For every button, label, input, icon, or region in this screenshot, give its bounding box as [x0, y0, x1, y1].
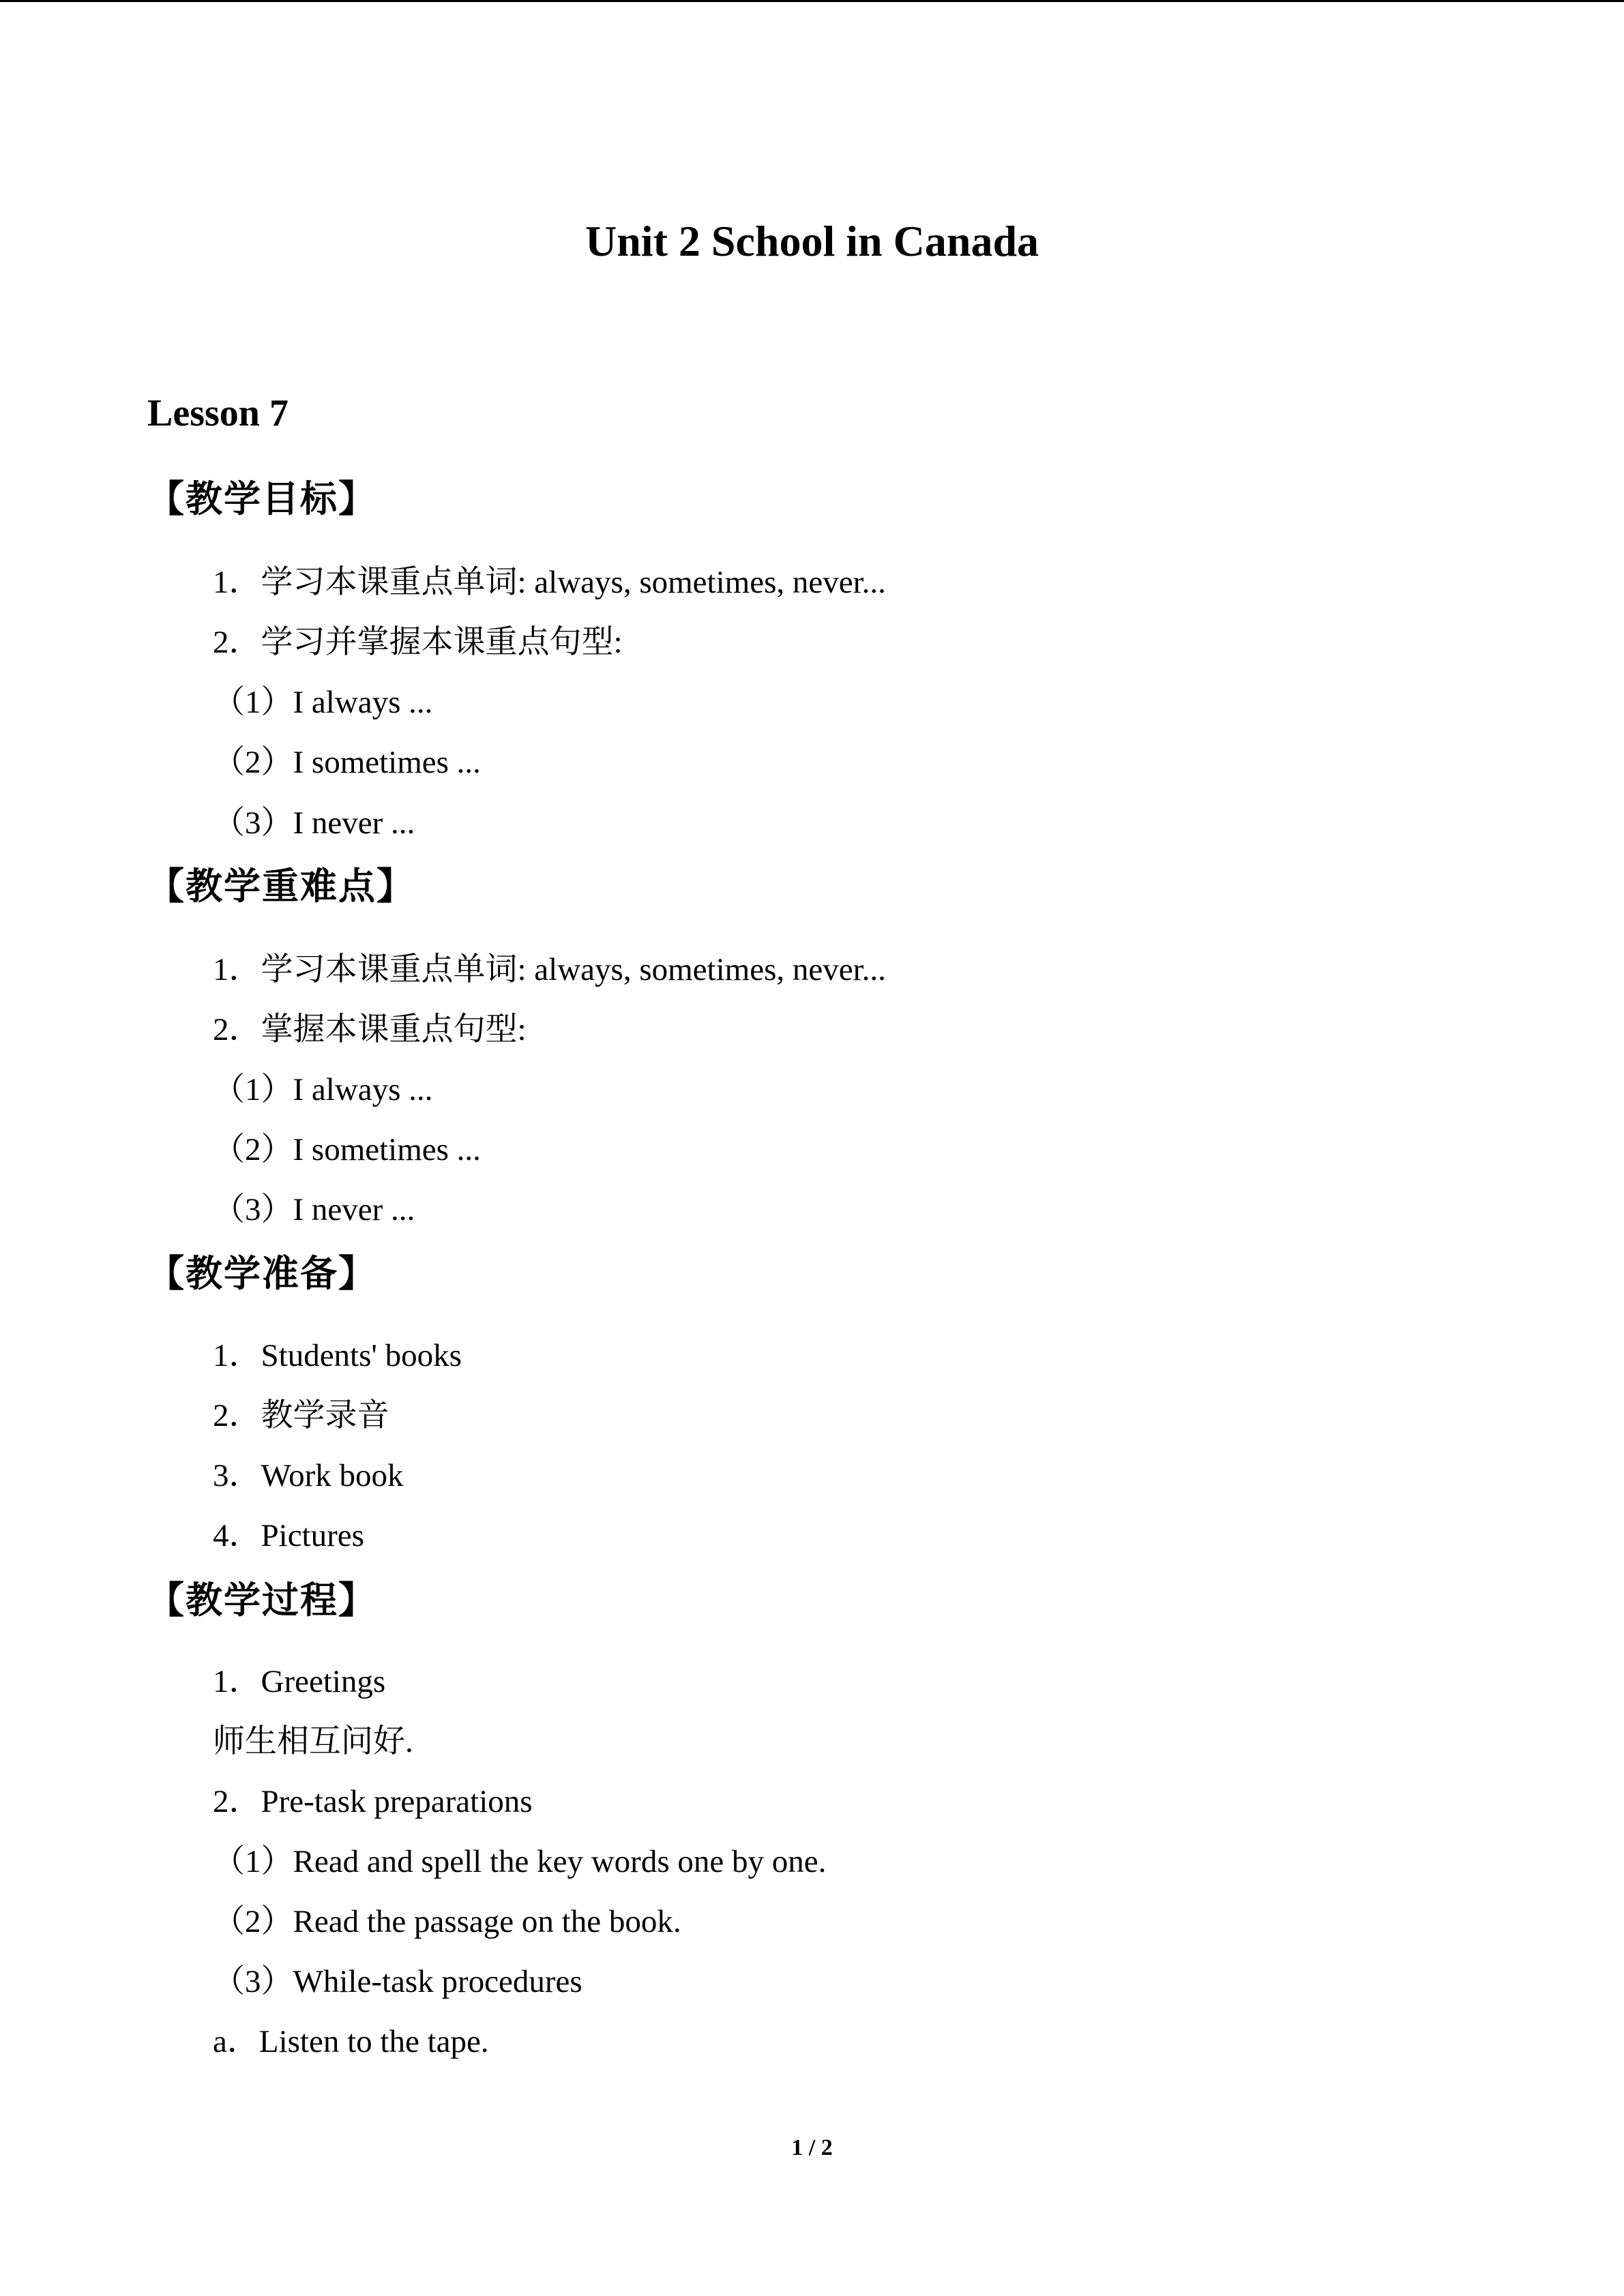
list-item: 4．Pictures — [213, 1518, 364, 1553]
list-item: （2）I sometimes ... — [213, 745, 481, 780]
list-item: 1．学习本课重点单词: always, sometimes, never... — [213, 565, 886, 600]
section-heading-preparation: 【教学准备】 — [147, 1252, 377, 1295]
list-item: （1）I always ... — [213, 1072, 433, 1107]
list-item: （2）Read the passage on the book. — [213, 1904, 681, 1939]
list-item: 2．学习并掌握本课重点句型: — [213, 625, 623, 660]
list-item: 2．Pre-task preparations — [213, 1784, 533, 1819]
document-title: Unit 2 School in Canada — [585, 217, 1039, 265]
section-heading-objectives: 【教学目标】 — [147, 477, 377, 520]
list-item: 师生相互问好. — [213, 1724, 413, 1759]
list-item: 1．Greetings — [213, 1664, 386, 1699]
list-item: 1．学习本课重点单词: always, sometimes, never... — [213, 952, 886, 987]
list-item: 1．Students' books — [213, 1338, 462, 1373]
list-item: 3．Work book — [213, 1458, 404, 1493]
list-item: 2．教学录音 — [213, 1398, 389, 1433]
list-item: （3）I never ... — [213, 1192, 415, 1227]
list-item: （3）While-task procedures — [213, 1964, 582, 1999]
list-item: （1）Read and spell the key words one by one. — [213, 1844, 827, 1879]
list-item: a．Listen to the tape. — [213, 2024, 489, 2059]
lesson-heading: Lesson 7 — [147, 392, 289, 434]
list-item: 2．掌握本课重点句型: — [213, 1012, 527, 1047]
list-item: （2）I sometimes ... — [213, 1132, 481, 1167]
page-number: 1 / 2 — [791, 2135, 833, 2160]
section-heading-procedure: 【教学过程】 — [147, 1579, 377, 1622]
section-heading-key-points: 【教学重难点】 — [147, 865, 415, 908]
list-item: （1）I always ... — [213, 685, 433, 720]
list-item: （3）I never ... — [213, 805, 415, 841]
